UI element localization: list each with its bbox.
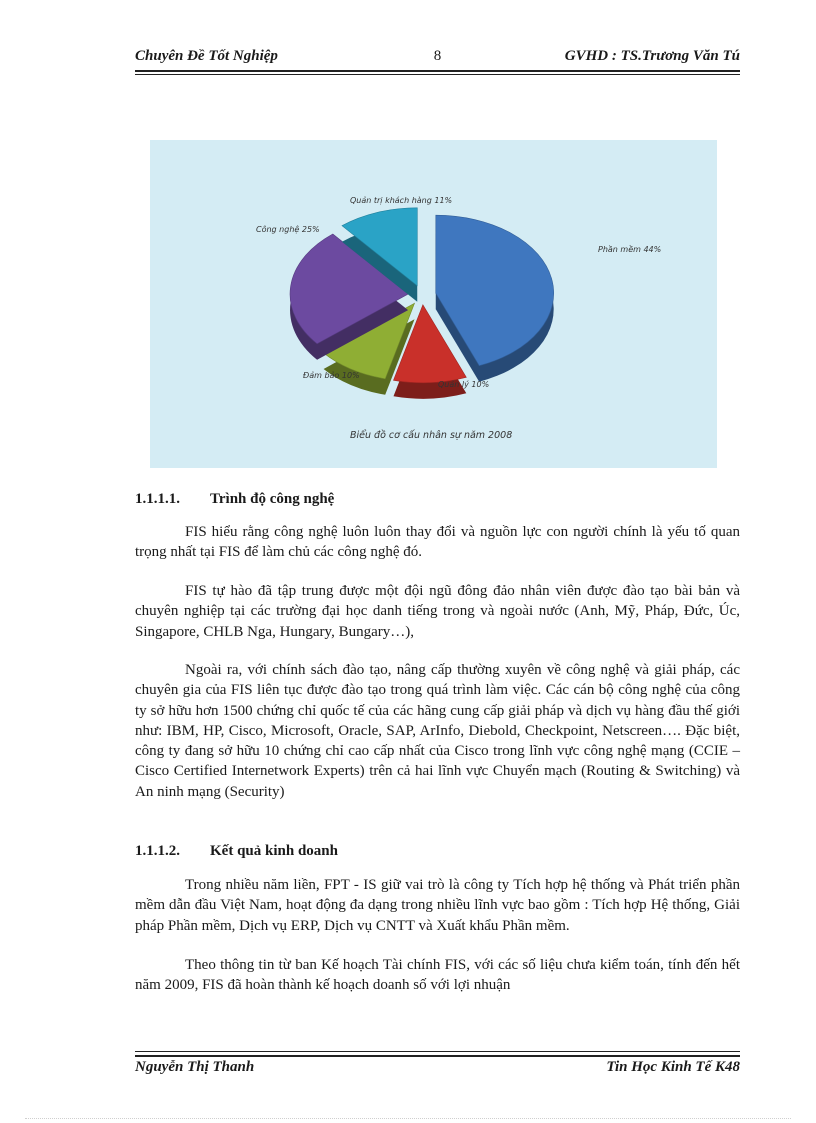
header-title: Chuyên Đề Tốt Nghiệp	[135, 48, 278, 64]
footer-author: Nguyễn Thị Thanh	[135, 1059, 255, 1075]
page-number: 8	[433, 48, 442, 64]
paragraph: Theo thông tin từ ban Kế hoạch Tài chính FIS, với các số liệu chưa kiểm toán, tính đến hết năm 2009, FIS đã hoàn thành kế hoạch doanh số với lợi nhuận	[135, 957, 740, 994]
page-edge	[25, 1118, 791, 1119]
slice-label-dam-bao: Đảm bảo 10%	[303, 371, 360, 380]
header-rule	[135, 70, 740, 72]
paragraph: FIS tự hào đã tập trung được một đội ngũ đông đảo nhân viên được đào tạo bài bản và chuyên nghiệp tại các trường đại học danh tiếng trong và ngoài nước (Anh, Mỹ, Pháp, Đức, Úc, Singapore, CHLB Nga, Hungary, Bungary…),	[135, 583, 740, 640]
page-header	[135, 48, 740, 74]
section-title: Trình độ công nghệ	[210, 491, 335, 507]
footer-class: Tin Học Kinh Tế K48	[606, 1059, 740, 1075]
header-supervisor: GVHD : TS.Trương Văn Tú	[564, 48, 740, 64]
page-footer	[135, 1051, 740, 1081]
paragraph: Ngoài ra, với chính sách đào tạo, nâng cấp thường xuyên về công nghệ và giải pháp, các chuyên gia của FIS liên tục được đào tạo trong quá trình làm việc. Các cán bộ công nghệ của công ty sở hữu hơn 1500 chứng chỉ quốc tế của các hãng cung cấp giải pháp và dịch vụ hàng đầu thế giới như: IBM, HP, Cisco, Microsoft, Oracle, SAP, ArInfo, Diebold, Checkpoint, Netscreen…. Đặc biệt, công ty đang sở hữu 10 chứng chỉ cao cấp nhất của Cisco trong lĩnh vực công nghệ mạng (CCIE – Cisco Certified Internetwork Experts) trên cả hai lĩnh vực Chuyển mạch (Routing & Switching) và An ninh mạng (Security)	[135, 662, 740, 800]
section-heading-1	[135, 491, 334, 508]
section-number: 1.1.1.2.	[135, 843, 180, 859]
section-number: 1.1.1.1.	[135, 491, 180, 507]
pie-chart-figure	[150, 140, 717, 468]
footer-rule	[135, 1055, 740, 1057]
chart-caption: Biểu đồ cơ cấu nhân sự năm 2008	[350, 430, 513, 441]
section-heading-2	[135, 843, 338, 860]
slice-label-quan-ly: Quản lý 10%	[438, 380, 490, 389]
paragraph: FIS hiểu rằng công nghệ luôn luôn thay đổi và nguồn lực con người chính là yếu tố quan trọng nhất tại FIS để làm chủ các công nghệ đó.	[135, 524, 740, 561]
paragraph: Trong nhiều năm liền, FPT - IS giữ vai trò là công ty Tích hợp hệ thống và Phát triển phần mềm dẫn đầu Việt Nam, hoạt động đa dạng trong nhiều lĩnh vực bao gồm : Tích hợp Hệ thống, Giải pháp Phần mềm, Dịch vụ ERP, Dịch vụ CNTT và Xuất khẩu Phần mềm.	[135, 877, 740, 934]
slice-label-phan-mem: Phần mềm 44%	[598, 245, 662, 254]
header-rule-thin	[135, 74, 740, 75]
slice-label-quan-tri: Quản trị khách hàng 11%	[350, 196, 453, 205]
slice-label-cong-nghe: Công nghệ 25%	[256, 225, 320, 234]
pie-chart	[150, 140, 717, 468]
footer-rule-thin	[135, 1051, 740, 1052]
section-title: Kết quả kinh doanh	[210, 843, 338, 859]
